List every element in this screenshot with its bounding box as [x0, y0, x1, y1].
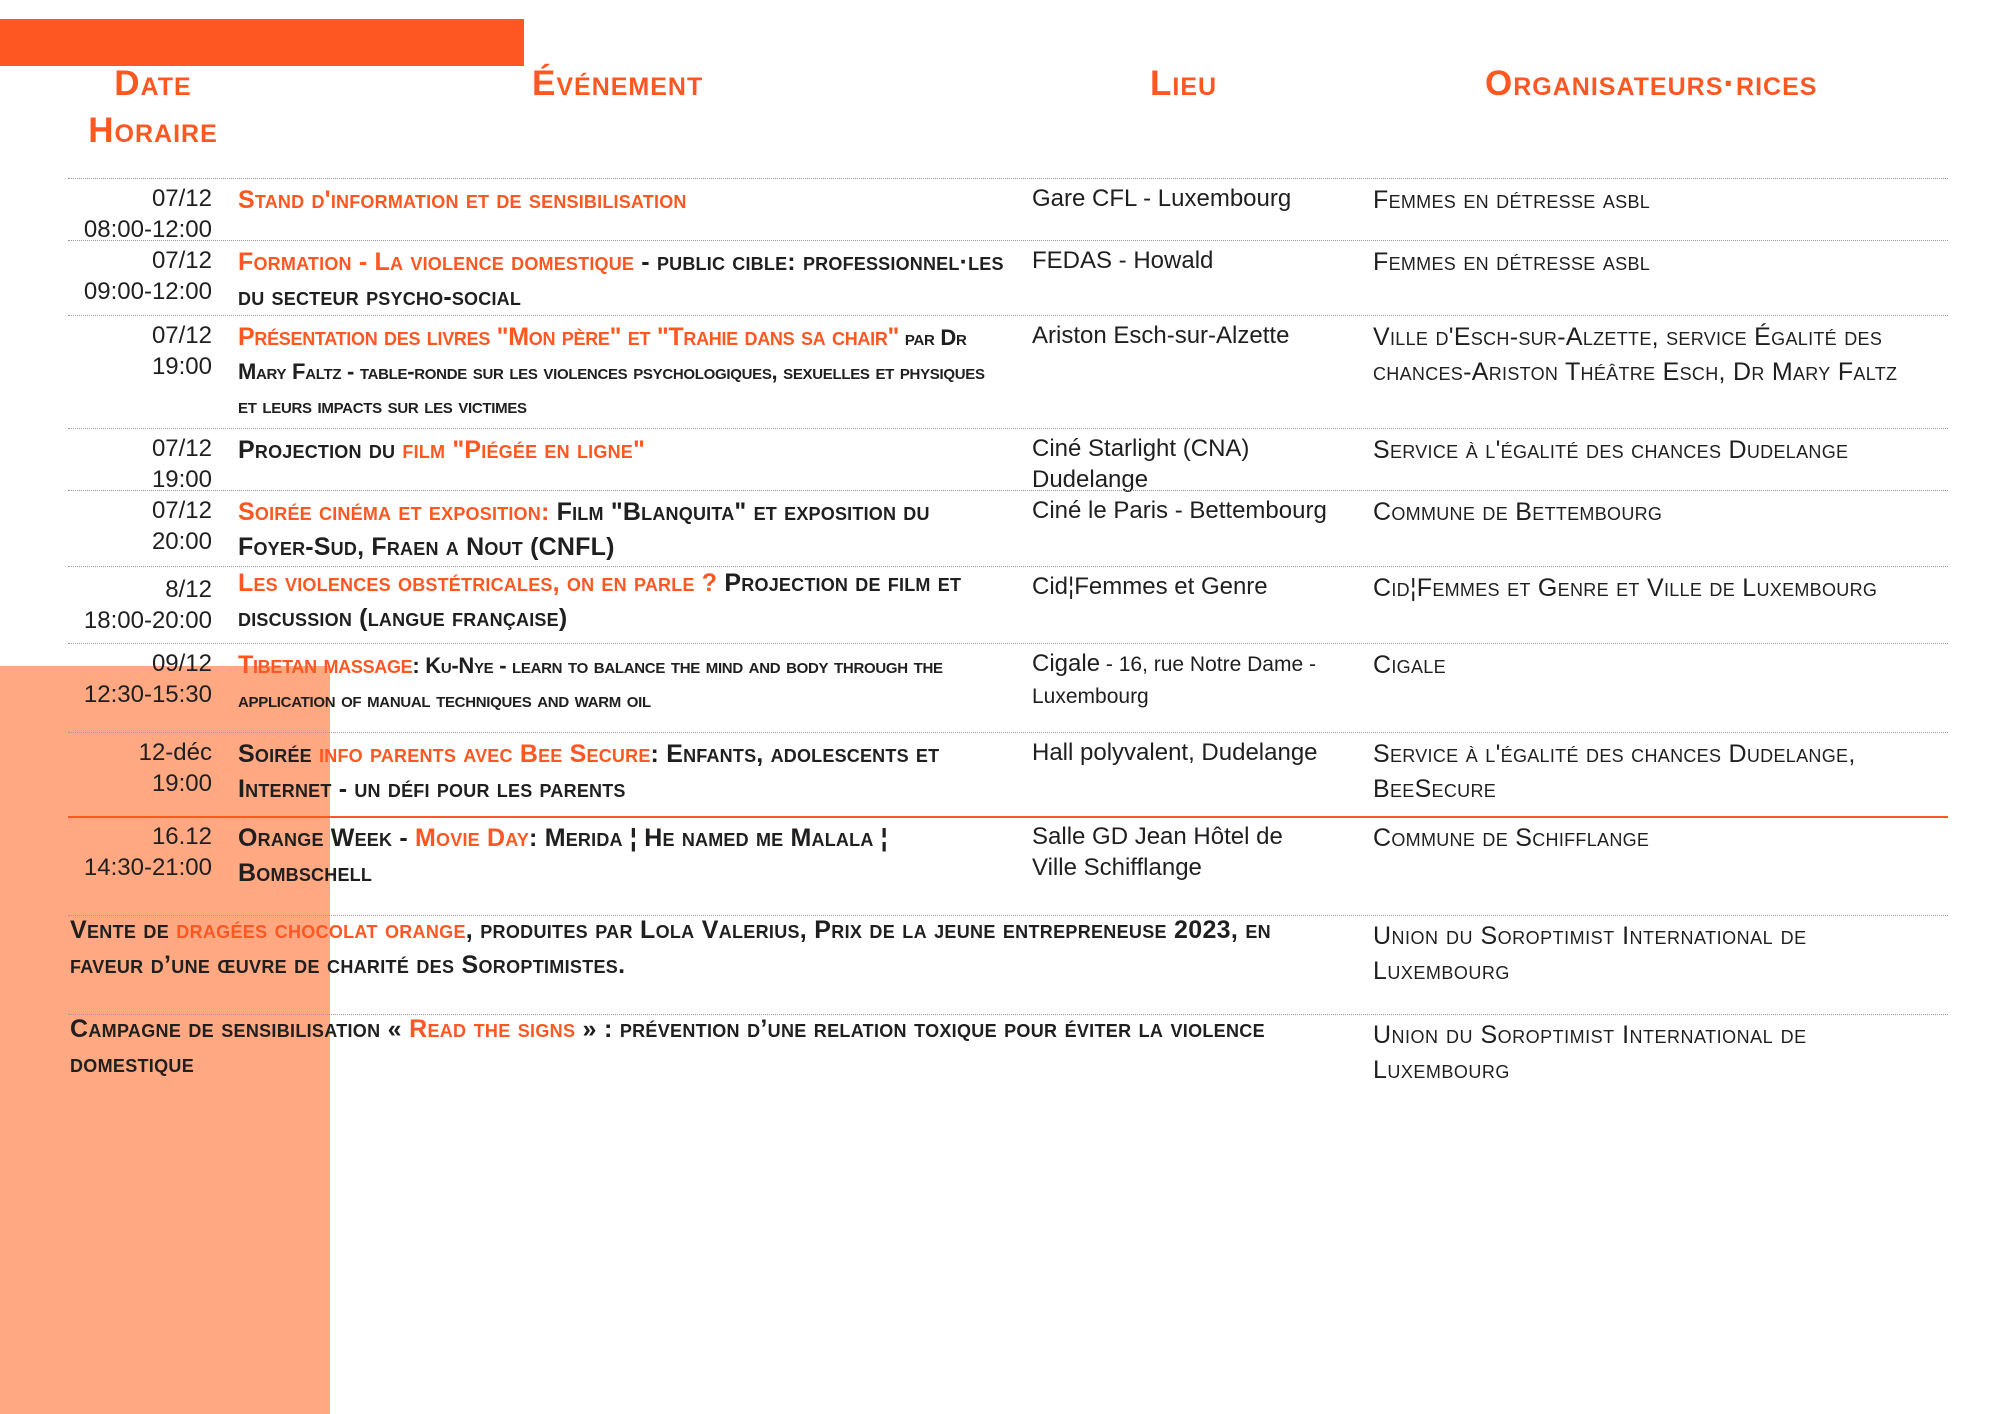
- row-organiser: Commune de Schifflange: [1373, 824, 1650, 852]
- row-date-cell: [68, 816, 212, 883]
- event-highlight: Les violences obstétricales, on en parle ?: [238, 569, 718, 597]
- footer-text: Vente de: [70, 916, 177, 944]
- header-lieu: Lieu: [1150, 64, 1218, 103]
- row-time: 12:30-15:30: [83, 681, 212, 708]
- row-date: 16.12: [151, 823, 212, 850]
- footer-organiser: Union du Soroptimist International de Luxembourg: [1373, 1021, 1807, 1084]
- footer-highlight: dragées chocolat orange: [176, 916, 466, 944]
- row-date-cell: [68, 178, 212, 245]
- row-date-cell: [68, 428, 212, 495]
- row-time: 19:00: [151, 466, 212, 493]
- row-event: [238, 178, 1008, 218]
- row-event: [238, 643, 1008, 717]
- row-time: 19:00: [151, 770, 212, 797]
- event-text: Projection du: [238, 436, 403, 464]
- lieu-name: Cigale: [1032, 650, 1101, 677]
- row-date: 12-déc: [138, 739, 212, 766]
- row-date-cell: [68, 732, 212, 799]
- header-event: Événement: [532, 64, 704, 103]
- row-date: 07/12: [151, 322, 212, 349]
- footer-announcement: [70, 1012, 1340, 1082]
- row-date: 8/12: [165, 576, 212, 603]
- row-time: 18:00-20:00: [83, 607, 212, 634]
- row-time: 09:00-12:00: [83, 278, 212, 305]
- event-text: : Enfants, adolescents et Internet - un défi pour les parents: [238, 740, 940, 803]
- row-event: [238, 240, 1008, 315]
- row-lieu: Ariston Esch-sur-Alzette: [1032, 322, 1290, 349]
- row-date: 07/12: [151, 497, 212, 524]
- row-time: 20:00: [151, 528, 212, 555]
- row-lieu: Cid¦Femmes et Genre: [1032, 573, 1268, 600]
- row-event: [238, 566, 1008, 636]
- row-event: [238, 315, 1008, 423]
- lieu-address: - 16, rue Notre Dame - Luxembourg: [1032, 653, 1316, 708]
- event-text: Projection de film et discussion (langue française): [238, 569, 962, 632]
- row-organiser: Femmes en détresse asbl: [1373, 248, 1651, 276]
- row-organiser: Service à l'égalité des chances Dudelange: [1373, 436, 1849, 464]
- event-highlight: Tibetan massage: [238, 651, 413, 679]
- footer-text: » : prévention d’une relation toxique pour éviter la violence domestique: [70, 1015, 1265, 1078]
- footer-organiser: Union du Soroptimist International de Luxembourg: [1373, 922, 1807, 985]
- event-highlight: Formation - La violence domestique: [238, 248, 635, 276]
- footer-highlight: Read the signs: [409, 1015, 576, 1043]
- header-horaire-label: Horaire: [88, 111, 218, 150]
- row-organiser: Femmes en détresse asbl: [1373, 186, 1651, 214]
- header-organisers: Organisateurs·rices: [1485, 64, 1818, 103]
- row-event: [238, 490, 1008, 565]
- row-time: 19:00: [151, 353, 212, 380]
- row-organiser: Commune de Bettembourg: [1373, 498, 1663, 526]
- row-date-cell: [68, 490, 212, 557]
- event-highlight: film "Piégée en ligne": [402, 436, 646, 464]
- row-lieu: Salle GD Jean Hôtel de Ville Schifflange: [1032, 823, 1283, 881]
- row-date: 07/12: [151, 435, 212, 462]
- row-event: [238, 428, 1008, 468]
- row-organiser: Ville d'Esch-sur-Alzette, service Égalité des chances-Ariston Théâtre Esch, Dr Mary Faltz: [1373, 323, 1898, 386]
- event-highlight: Présentation des livres "Mon père" et "Trahie dans sa chair": [238, 323, 900, 351]
- event-text: : Merida ¦ He named me Malala ¦ Bombschell: [238, 824, 888, 887]
- row-lieu: Ciné Starlight (CNA) Dudelange: [1032, 435, 1250, 493]
- row-event: [238, 816, 1008, 891]
- event-highlight: info parents avec Bee Secure: [319, 740, 651, 768]
- row-date: 09/12: [151, 650, 212, 677]
- row-date-cell: [68, 643, 212, 710]
- row-date: 07/12: [151, 185, 212, 212]
- event-text: Film "Blanquita" et exposition du Foyer-Sud, Fraen a Nout (CNFL): [238, 498, 930, 561]
- event-text: : Ku-Nye - learn to balance the mind and body through the application of manual techniques and warm oil: [238, 653, 943, 712]
- row-date-cell: [68, 315, 212, 382]
- event-highlight: Soirée cinéma et exposition:: [238, 498, 550, 526]
- top-accent-bar: [0, 19, 524, 66]
- row-date: 07/12: [151, 247, 212, 274]
- row-date-cell: [68, 566, 212, 636]
- row-organiser: Service à l'égalité des chances Dudelange, BeeSecure: [1373, 740, 1856, 803]
- event-text: Orange Week -: [238, 824, 416, 852]
- event-highlight: Stand d'information et de sensibilisation: [238, 186, 687, 214]
- event-text: par Dr Mary Faltz - table-ronde sur les violences psychologiques, sexuelles et physiques et leurs impacts sur les victimes: [238, 325, 985, 418]
- header-date: [68, 60, 238, 154]
- footer-text: , produites par Lola Valerius, Prix de la jeune entrepreneuse 2023, en faveur d’une œuvre de charité des Soroptimistes.: [70, 916, 1271, 979]
- row-lieu: Gare CFL - Luxembourg: [1032, 185, 1292, 212]
- row-event: [238, 732, 1008, 807]
- footer-text: Campagne de sensibilisation «: [70, 1015, 410, 1043]
- event-highlight: Movie Day: [415, 824, 530, 852]
- row-lieu: Ciné le Paris - Bettembourg: [1032, 497, 1327, 524]
- row-lieu: FEDAS - Howald: [1032, 247, 1214, 274]
- event-text: Soirée: [238, 740, 320, 768]
- row-organiser: Cigale: [1373, 651, 1446, 679]
- footer-announcement: [70, 913, 1340, 983]
- event-text: - public cible: professionnel·les du secteur psycho-social: [238, 248, 1004, 311]
- row-lieu: Hall polyvalent, Dudelange: [1032, 739, 1318, 766]
- header-date-label: Date: [114, 64, 192, 103]
- row-time: 08:00-12:00: [83, 216, 212, 243]
- row-time: 14:30-21:00: [83, 854, 212, 881]
- row-organiser: Cid¦Femmes et Genre et Ville de Luxembourg: [1373, 574, 1878, 602]
- row-lieu: [1032, 643, 1352, 712]
- row-date-cell: [68, 240, 212, 307]
